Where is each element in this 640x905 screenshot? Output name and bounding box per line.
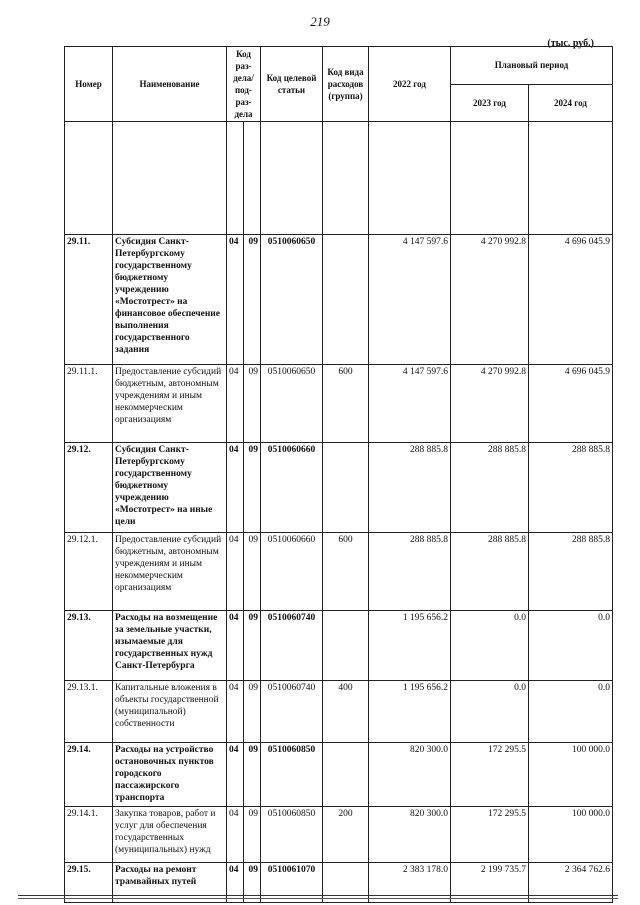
- cell-y2022: 4 147 597.6: [369, 235, 451, 365]
- cell-y2023: 4 270 992.8: [451, 365, 529, 443]
- cell-y2024: 4 696 045.9: [529, 235, 613, 365]
- cell-num: 29.15.: [65, 863, 113, 903]
- cell-csr: 0510060650: [261, 235, 323, 365]
- cell-vr: [323, 443, 369, 533]
- cell-name: Закупка товаров, работ и услуг для обеспечения государственных (муниципальных) нужд: [113, 807, 227, 863]
- cell-vr: 400: [323, 681, 369, 743]
- cell-prz: 09: [244, 365, 261, 443]
- table-row: [65, 611, 613, 681]
- cell-num: 29.14.1.: [65, 807, 113, 863]
- cell-y2022: 288 885.8: [369, 443, 451, 533]
- cell-y2024: 288 885.8: [529, 443, 613, 533]
- cell-y2022: 820 300.0: [369, 807, 451, 863]
- cell-rzd: 04: [227, 533, 244, 611]
- header-2024: 2024 год: [529, 84, 613, 122]
- table-row: [65, 365, 613, 443]
- cell-csr: 0510060650: [261, 365, 323, 443]
- cell-num: 29.13.1.: [65, 681, 113, 743]
- cell-vr: [323, 235, 369, 365]
- page-number: 219: [310, 14, 330, 29]
- footer-rule: [18, 895, 618, 899]
- cell-rzd: 04: [227, 365, 244, 443]
- cell-rzd: 04: [227, 743, 244, 807]
- cell-vr: [323, 611, 369, 681]
- cell-rzd: 04: [227, 235, 244, 365]
- table-row: [65, 235, 613, 365]
- cell-num: 29.14.: [65, 743, 113, 807]
- cell-y2024: 100 000.0: [529, 743, 613, 807]
- cell-rzd: 04: [227, 807, 244, 863]
- cell-csr: 0510060740: [261, 611, 323, 681]
- cell-prz: 09: [244, 611, 261, 681]
- cell-name: Расходы на возмещение за земельные участки, изымаемые для государственных нужд Санкт-Петербурга: [113, 611, 227, 681]
- table-row: [65, 681, 613, 743]
- cell-num: 29.13.: [65, 611, 113, 681]
- header-expense-type: Код вида расходов (группа): [323, 47, 369, 122]
- cell-y2024: 0.0: [529, 611, 613, 681]
- cell-y2023: 0.0: [451, 611, 529, 681]
- cell-y2023: 4 270 992.8: [451, 235, 529, 365]
- budget-table: [64, 46, 613, 903]
- header-plan-period: Плановый период: [451, 47, 613, 85]
- cell-vr: 200: [323, 807, 369, 863]
- cell-y2024: 100 000.0: [529, 807, 613, 863]
- table-row: [65, 807, 613, 863]
- cell-vr: 600: [323, 533, 369, 611]
- cell-y2024: 0.0: [529, 681, 613, 743]
- cell-y2022: 4 147 597.6: [369, 365, 451, 443]
- header-2022: 2022 год: [369, 47, 451, 122]
- cell-y2022: 1 195 656.2: [369, 681, 451, 743]
- units-label: (тыс. руб.): [547, 38, 594, 49]
- cell-y2023: 172 295.5: [451, 743, 529, 807]
- cell-name: Предоставление субсидий бюджетным, автономным учреждениям и иным некоммерческим организациям: [113, 365, 227, 443]
- cell-y2023: 288 885.8: [451, 443, 529, 533]
- cell-rzd: 04: [227, 611, 244, 681]
- cell-csr: 0510061070: [261, 863, 323, 903]
- table-row: [65, 743, 613, 807]
- cell-csr: 0510060850: [261, 743, 323, 807]
- cell-rzd: 04: [227, 443, 244, 533]
- cell-csr: 0510060660: [261, 533, 323, 611]
- cell-prz: 09: [244, 863, 261, 903]
- cell-name: Расходы на устройство остановочных пунктов городского пассажирского транспорта: [113, 743, 227, 807]
- cell-csr: 0510060740: [261, 681, 323, 743]
- cell-y2024: 288 885.8: [529, 533, 613, 611]
- cell-y2023: 172 295.5: [451, 807, 529, 863]
- cell-y2023: 0.0: [451, 681, 529, 743]
- header-name: Наименование: [113, 47, 227, 122]
- cell-csr: 0510060850: [261, 807, 323, 863]
- cell-y2022: 1 195 656.2: [369, 611, 451, 681]
- cell-rzd: 04: [227, 681, 244, 743]
- cell-num: 29.12.1.: [65, 533, 113, 611]
- cell-prz: 09: [244, 681, 261, 743]
- cell-y2023: 2 199 735.7: [451, 863, 529, 903]
- cell-name: Расходы на ремонт трамвайных путей: [113, 863, 227, 903]
- table-row: [65, 533, 613, 611]
- header-section: Код раз-дела/ под-раз-дела: [227, 47, 261, 122]
- cell-prz: 09: [244, 443, 261, 533]
- cell-name: Предоставление субсидий бюджетным, автономным учреждениям и иным некоммерческим организациям: [113, 533, 227, 611]
- header-spacer-row: [65, 122, 613, 235]
- cell-vr: [323, 743, 369, 807]
- header-target: Код целевой статьи: [261, 47, 323, 122]
- cell-prz: 09: [244, 235, 261, 365]
- cell-csr: 0510060660: [261, 443, 323, 533]
- cell-num: 29.11.: [65, 235, 113, 365]
- cell-name: Субсидия Санкт-Петербургскому государственному бюджетному учреждению «Мостотрест» на иные цели: [113, 443, 227, 533]
- cell-y2022: 288 885.8: [369, 533, 451, 611]
- header-number: Номер: [65, 47, 113, 122]
- cell-name: Капитальные вложения в объекты государственной (муниципальной) собственности: [113, 681, 227, 743]
- cell-vr: 600: [323, 365, 369, 443]
- cell-prz: 09: [244, 533, 261, 611]
- cell-prz: 09: [244, 743, 261, 807]
- cell-num: 29.12.: [65, 443, 113, 533]
- table-row: [65, 443, 613, 533]
- cell-y2024: 4 696 045.9: [529, 365, 613, 443]
- cell-y2024: 2 364 762.6: [529, 863, 613, 903]
- cell-prz: 09: [244, 807, 261, 863]
- cell-y2022: 820 300.0: [369, 743, 451, 807]
- cell-num: 29.11.1.: [65, 365, 113, 443]
- cell-name: Субсидия Санкт-Петербургскому государственному бюджетному учреждению «Мостотрест» на финансовое обеспечение выполнения государственного задания: [113, 235, 227, 365]
- cell-rzd: 04: [227, 863, 244, 903]
- cell-y2023: 288 885.8: [451, 533, 529, 611]
- header-2023: 2023 год: [451, 84, 529, 122]
- cell-y2022: 2 383 178.0: [369, 863, 451, 903]
